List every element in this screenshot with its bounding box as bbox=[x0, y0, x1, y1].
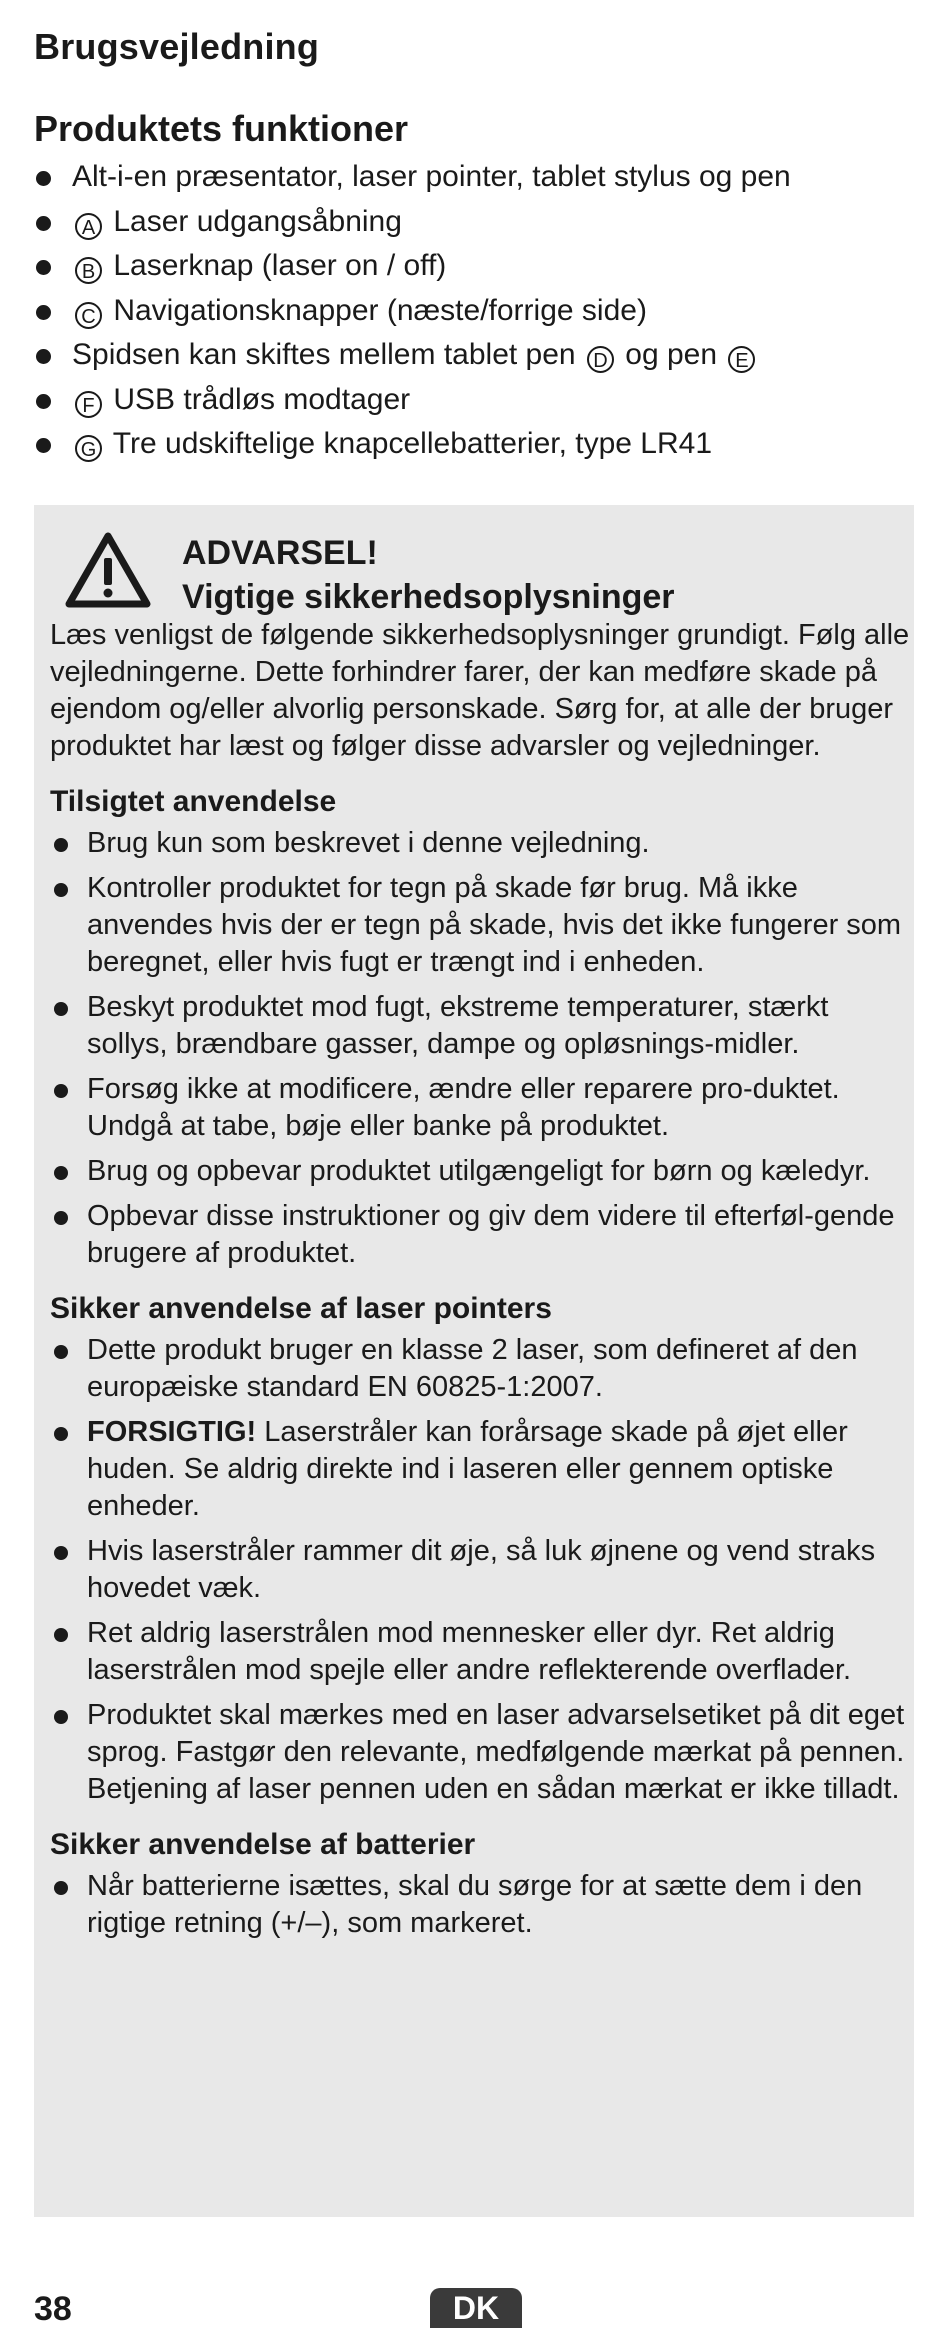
feature-item bbox=[34, 378, 934, 423]
feature-item bbox=[34, 244, 934, 289]
feature-item bbox=[34, 333, 934, 378]
warning-box bbox=[34, 505, 914, 2217]
section-heading-intended-use: Tilsigtet anvendelse bbox=[50, 785, 337, 818]
warning-title: ADVARSEL! bbox=[182, 534, 378, 572]
feature-text: Spidsen kan skiftes mellem tablet pen bbox=[72, 338, 584, 371]
list-item: Dette produkt bruger en klasse 2 laser, som defineret af den europæiske standard EN 60825-1:2007. bbox=[50, 1332, 910, 1406]
feature-text: og pen bbox=[616, 338, 726, 371]
list-item: Ret aldrig laserstrålen mod mennesker eller dyr. Ret aldrig laserstrålen mod spejle eller andre reflekterende overflader. bbox=[50, 1615, 910, 1689]
feature-text: Navigationsknapper (næste/forrige side) bbox=[105, 293, 647, 327]
list-item: Hvis laserstråler rammer dit øje, så luk øjnene og vend straks hovedet væk. bbox=[50, 1533, 910, 1607]
list-item: Brug kun som beskrevet i denne vejledning. bbox=[50, 825, 910, 862]
page-number: 38 bbox=[34, 2290, 72, 2328]
caution-label: FORSIGTIG! bbox=[87, 1416, 257, 1448]
warning-triangle-icon bbox=[64, 530, 152, 610]
warning-content bbox=[50, 617, 910, 1950]
list-item bbox=[50, 1414, 910, 1525]
features-list bbox=[34, 155, 934, 467]
battery-safety-list bbox=[50, 1868, 910, 1942]
feature-text: Alt-i-en præsentator, laser pointer, tablet stylus og pen bbox=[72, 160, 791, 193]
circled-letter-e-icon: E bbox=[728, 346, 755, 373]
feature-item bbox=[34, 155, 934, 200]
circled-letter-f-icon: F bbox=[75, 391, 102, 418]
laser-safety-list bbox=[50, 1332, 910, 1808]
section-heading-laser-safety: Sikker anvendelse af laser pointers bbox=[50, 1292, 552, 1325]
list-item-text: Laserstråler kan forårsage skade på øjet eller huden. Se aldrig direkte ind i laseren eller gennem optiske enheder. bbox=[87, 1416, 848, 1522]
list-item: Beskyt produktet mod fugt, ekstreme temperaturer, stærkt sollys, brændbare gasser, dampe og opløsnings-midler. bbox=[50, 989, 910, 1063]
circled-letter-b-icon: B bbox=[75, 257, 102, 284]
features-heading: Produktets funktioner bbox=[34, 108, 409, 149]
intended-use-list bbox=[50, 825, 910, 1272]
circled-letter-c-icon: C bbox=[75, 302, 102, 329]
list-item: Produktet skal mærkes med en laser advarselsetiket på dit eget sprog. Fastgør den relevante, medfølgende mærkat på pennen. Betjening af laser pennen uden en sådan mærkat er ikke tilladt. bbox=[50, 1697, 910, 1808]
circled-letter-d-icon: D bbox=[587, 346, 614, 373]
circled-letter-a-icon: A bbox=[75, 213, 102, 240]
section-heading-battery-safety: Sikker anvendelse af batterier bbox=[50, 1828, 476, 1861]
feature-text: Laser udgangsåbning bbox=[105, 204, 402, 238]
circled-letter-g-icon: G bbox=[75, 435, 102, 462]
warning-intro: Læs venligst de følgende sikkerhedsoplysninger grundigt. Følg alle vejledningerne. Dette forhindrer farer, der kan medføre skade på ejendom og/eller alvorlig personskade. Sørg for, at alle der bruger produktet har læst og følger disse advarsler og vejledninger. bbox=[50, 619, 910, 762]
list-item: Kontroller produktet for tegn på skade før brug. Må ikke anvendes hvis der er tegn på skade, hvis det ikke fungerer som beregnet, eller hvis fugt er trængt ind i enheden. bbox=[50, 870, 910, 981]
feature-item bbox=[34, 200, 934, 245]
warning-heading bbox=[182, 531, 675, 619]
list-item: Når batterierne isættes, skal du sørge for at sætte dem i den rigtige retning (+/–), som markeret. bbox=[50, 1868, 910, 1942]
list-item: Opbevar disse instruktioner og giv dem videre til efterføl-gende brugere af produktet. bbox=[50, 1198, 910, 1272]
feature-text: USB trådløs modtager bbox=[105, 382, 411, 416]
feature-text: Laserknap (laser on / off) bbox=[105, 249, 447, 282]
language-badge: DK bbox=[430, 2288, 522, 2328]
feature-item bbox=[34, 422, 934, 467]
feature-item bbox=[34, 289, 934, 334]
list-item: Forsøg ikke at modificere, ændre eller reparere pro-duktet. Undgå at tabe, bøje eller banke på produktet. bbox=[50, 1071, 910, 1145]
list-item: Brug og opbevar produktet utilgængeligt for børn og kæledyr. bbox=[50, 1153, 910, 1190]
warning-subtitle: Vigtige sikkerhedsoplysninger bbox=[182, 578, 675, 616]
feature-text: Tre udskiftelige knapcellebatterier, type LR41 bbox=[105, 427, 713, 460]
page-title: Brugsvejledning bbox=[34, 26, 320, 67]
